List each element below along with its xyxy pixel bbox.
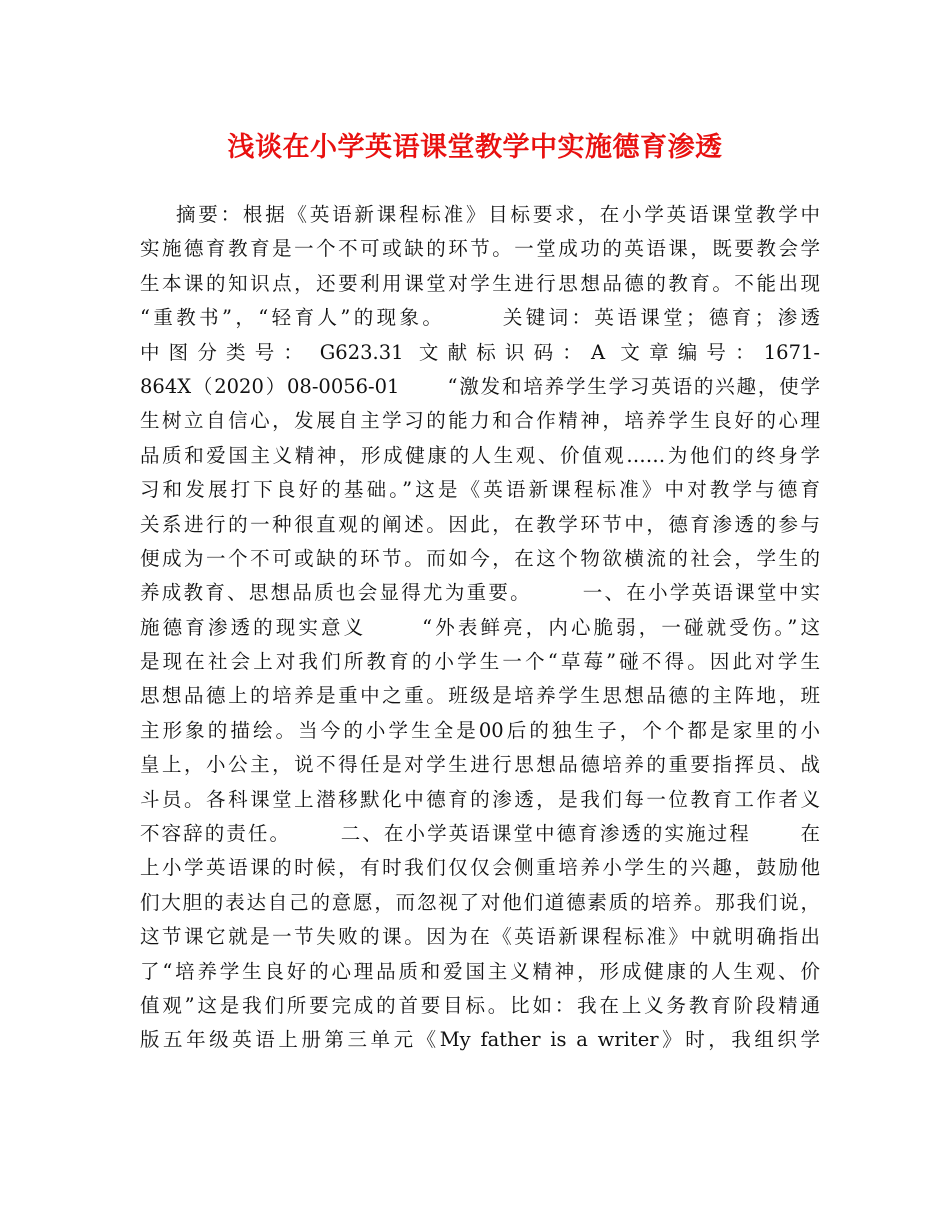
body-line: 思想品德上的培养是重中之重。班级是培养学生思想品德的主阵地，班 bbox=[140, 684, 820, 708]
body-line: 是现在社会上对我们所教育的小学生一个“草莓”碰不得。因此对学生 bbox=[140, 650, 820, 674]
body-line: 摘要：根据《英语新课程标准》目标要求，在小学英语课堂教学中 bbox=[140, 203, 820, 226]
body-line: “重教书”，“轻育人”的现象。 关键词：英语课堂；德育；渗透 bbox=[140, 306, 820, 330]
body-line: 便成为一个不可或缺的环节。而如今，在这个物欲横流的社会，学生的 bbox=[140, 546, 820, 570]
body-line: 主形象的描绘。当今的小学生全是00后的独生子，个个都是家里的小 bbox=[140, 718, 820, 742]
document-title: 浅谈在小学英语课堂教学中实施德育渗透 bbox=[227, 132, 723, 163]
body-line: 皇上，小公主，说不得任是对学生进行思想品德培养的重要指挥员、战 bbox=[140, 753, 820, 777]
body-line: 斗员。各科课堂上潜移默化中德育的渗透，是我们每一位教育工作者义 bbox=[140, 787, 820, 811]
body-line: 了“培养学生良好的心理品质和爱国主义精神，形成健康的人生观、价 bbox=[140, 959, 820, 983]
body-line: 864X（2020）08-0056-01 “激发和培养学生学习英语的兴趣，使学 bbox=[140, 374, 820, 398]
body-line: 这节课它就是一节失败的课。因为在《英语新课程标准》中就明确指出 bbox=[140, 925, 820, 949]
body-line: 不容辞的责任。 二、在小学英语课堂中德育渗透的实施过程 在 bbox=[140, 822, 820, 846]
body-line: 关系进行的一种很直观的阐述。因此，在教学环节中，德育渗透的参与 bbox=[140, 512, 820, 536]
body-line: 习和发展打下良好的基础。”这是《英语新课程标准》中对教学与德育 bbox=[140, 478, 820, 502]
body-line: 版五年级英语上册第三单元《My father is a writer》时，我组织学 bbox=[140, 1028, 820, 1052]
body-line: 生本课的知识点，还要利用课堂对学生进行思想品德的教育。不能出现 bbox=[140, 271, 820, 295]
document-body bbox=[140, 198, 820, 1058]
body-line: 值观”这是我们所要完成的首要目标。比如：我在上义务教育阶段精通 bbox=[140, 993, 820, 1017]
body-line: 上小学英语课的时候，有时我们仅仅会侧重培养小学生的兴趣，鼓励他 bbox=[140, 856, 820, 880]
body-line: 实施德育教育是一个不可或缺的环节。一堂成功的英语课，既要教会学 bbox=[140, 237, 820, 261]
body-line: 品质和爱国主义精神，形成健康的人生观、价值观……为他们的终身学 bbox=[140, 443, 820, 467]
body-line: 施德育渗透的现实意义 “外表鲜亮，内心脆弱，一碰就受伤。”这 bbox=[140, 615, 820, 639]
body-line: 们大胆的表达自己的意愿，而忽视了对他们道德素质的培养。那我们说， bbox=[140, 890, 820, 914]
body-line: 生树立自信心，发展自主学习的能力和合作精神，培养学生良好的心理 bbox=[140, 409, 820, 433]
body-line: 中 图 分 类 号 ： G623.31 文 献 标 识 码 ： A 文 章 编 号 ： 1671- bbox=[140, 340, 820, 364]
body-line: 养成教育、思想品质也会显得尤为重要。 一、在小学英语课堂中实 bbox=[140, 581, 820, 605]
